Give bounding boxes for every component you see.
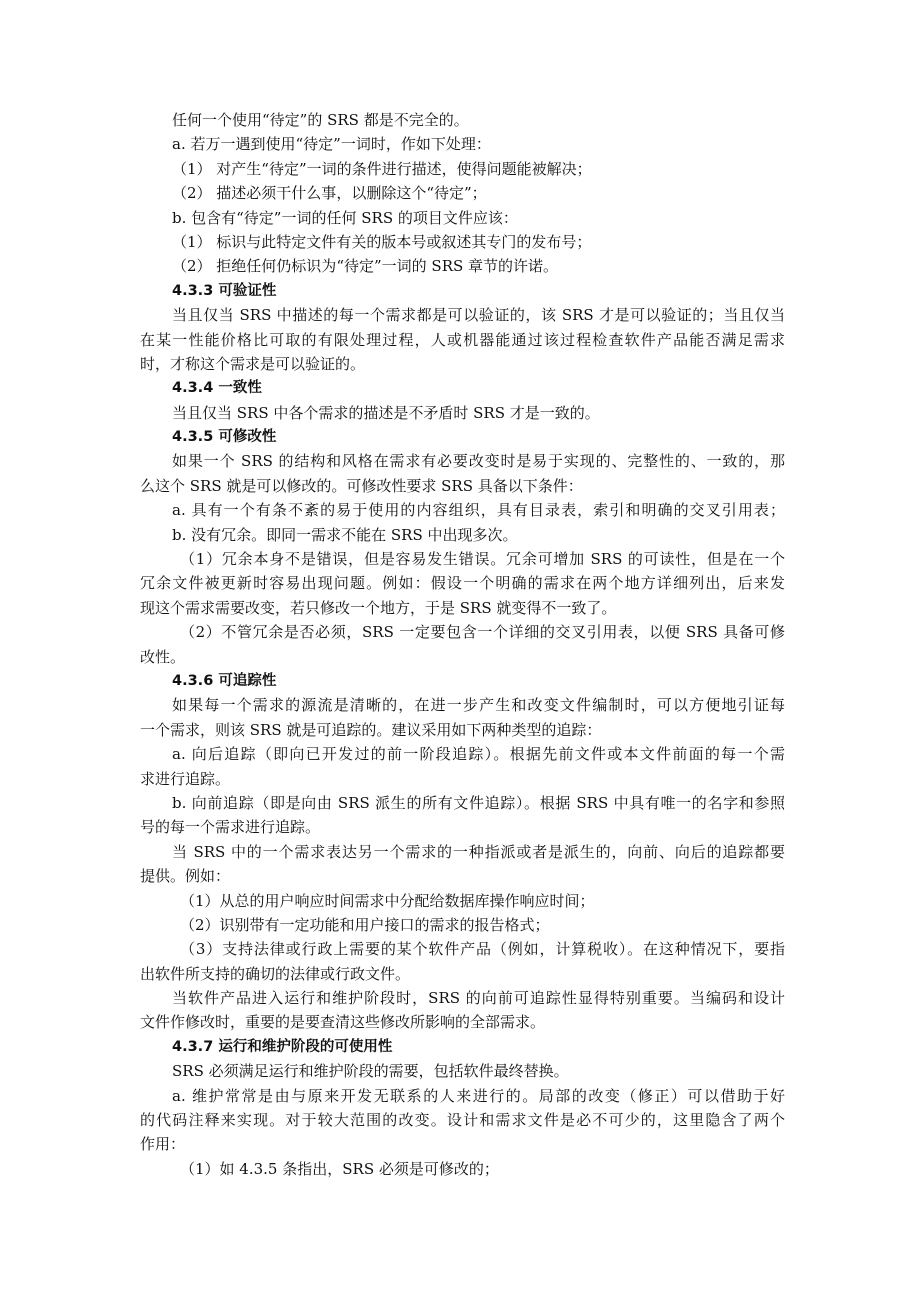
text-line: b. 向前追踪（即是向由 SRS 派生的所有文件追踪）。根据 SRS 中具有唯一的名字和参照 bbox=[172, 793, 785, 812]
text-line: 作用： bbox=[140, 1135, 186, 1154]
text-line: 文件作修改时，重要的是要查清这些修改所影响的全部需求。 bbox=[140, 1013, 546, 1032]
text-line: （1） 标识与此特定文件有关的版本号或叙述其专门的发布号； bbox=[172, 232, 592, 251]
text-line: （1）从总的用户响应时间需求中分配给数据库操作响应时间； bbox=[180, 891, 595, 910]
text-line: 出软件所支持的确切的法律或行政文件。 bbox=[140, 964, 411, 983]
text-line: （2） 拒绝任何仍标识为“待定”一词的 SRS 章节的许诺。 bbox=[172, 257, 559, 276]
text-line: （3）支持法律或行政上需要的某个软件产品（例如，计算税收）。在这种情况下，要指 bbox=[180, 940, 785, 959]
section-heading: 4.3.4 一致性 bbox=[172, 380, 262, 397]
text-line: a. 具有一个有条不紊的易于使用的内容组织，具有目录表，索引和明确的交叉引用表； bbox=[172, 501, 785, 520]
text-line: 么这个 SRS 就是可以修改的。可修改性要求 SRS 具备以下条件： bbox=[140, 476, 583, 495]
text-line: 当 SRS 中的一个需求表达另一个需求的一种指派或者是派生的，向前、向后的追踪都要 bbox=[172, 842, 785, 861]
section-heading: 4.3.6 可追踪性 bbox=[172, 672, 277, 689]
text-line: （2） 描述必须干什么事，以删除这个“待定”； bbox=[172, 184, 487, 203]
text-line: 如果每一个需求的源流是清晰的，在进一步产生和改变文件编制时，可以方便地引证每 bbox=[172, 696, 785, 715]
text-line: 的代码注释来实现。对于较大范围的改变。设计和需求文件是必不可少的，这里隐含了两个 bbox=[140, 1111, 785, 1130]
text-line: 如果一个 SRS 的结构和风格在需求有必要改变时是易于实现的、完整性的、一致的，那 bbox=[172, 452, 785, 471]
text-line: （1） 对产生“待定”一词的条件进行描述，使得问题能被解决； bbox=[172, 159, 592, 178]
text-line: （1）如 4.3.5 条指出，SRS 必须是可修改的； bbox=[180, 1159, 499, 1178]
text-line: 一个需求，则该 SRS 就是可追踪的。建议采用如下两种类型的追踪： bbox=[140, 720, 602, 739]
text-line: （2）不管冗余是否必须，SRS 一定要包含一个详细的交叉引用表，以便 SRS 具备可修 bbox=[180, 623, 785, 642]
document-body bbox=[140, 108, 785, 1181]
text-line: 任何一个使用“待定”的 SRS 都是不完全的。 bbox=[172, 111, 469, 129]
text-line: b. 没有冗余。即同一需求不能在 SRS 中出现多次。 bbox=[172, 525, 518, 544]
text-line: 现这个需求需要改变，若只修改一个地方，于是 SRS 就变得不一致了。 bbox=[140, 598, 617, 617]
text-line: 求进行追踪。 bbox=[140, 769, 231, 788]
text-line: 号的每一个需求进行追踪。 bbox=[140, 818, 321, 837]
section-heading: 4.3.7 运行和维护阶段的可使用性 bbox=[172, 1038, 393, 1055]
text-line: 提供。例如： bbox=[140, 867, 231, 886]
section-heading: 4.3.5 可修改性 bbox=[172, 429, 277, 446]
text-line: 时，才称这个需求是可以验证的。 bbox=[140, 354, 366, 373]
text-line: 当且仅当 SRS 中各个需求的描述是不矛盾时 SRS 才是一致的。 bbox=[172, 403, 600, 422]
text-line: 在某一性能价格比可取的有限处理过程，人或机器能通过该过程检查软件产品能否满足需求 bbox=[140, 330, 785, 349]
text-line: b. 包含有“待定”一词的任何 SRS 的项目文件应该： bbox=[172, 208, 518, 227]
text-line: a. 若万一遇到使用“待定”一词时，作如下处理： bbox=[172, 135, 491, 154]
text-line: 冗余文件被更新时容易出现问题。例如：假设一个明确的需求在两个地方详细列出，后来发 bbox=[140, 574, 785, 593]
text-line: a. 维护常常是由与原来开发无联系的人来进行的。局部的改变（修正）可以借助于好 bbox=[172, 1086, 785, 1105]
text-line: 当且仅当 SRS 中描述的每一个需求都是可以验证的，该 SRS 才是可以验证的；当且仅当 bbox=[172, 306, 785, 325]
text-line: （2）识别带有一定功能和用户接口的需求的报告格式； bbox=[180, 915, 550, 934]
text-line: a. 向后追踪（即向已开发过的前一阶段追踪）。根据先前文件或本文件前面的每一个需 bbox=[172, 745, 785, 764]
text-line: （1）冗余本身不是错误，但是容易发生错误。冗余可增加 SRS 的可读性，但是在一个 bbox=[180, 550, 785, 569]
text-line: 改性。 bbox=[140, 647, 186, 666]
text-line: SRS 必须满足运行和维护阶段的需要，包括软件最终替换。 bbox=[172, 1062, 569, 1081]
text-line: 当软件产品进入运行和维护阶段时，SRS 的向前可追踪性显得特别重要。当编码和设计 bbox=[172, 989, 785, 1008]
section-heading: 4.3.3 可验证性 bbox=[172, 282, 277, 299]
